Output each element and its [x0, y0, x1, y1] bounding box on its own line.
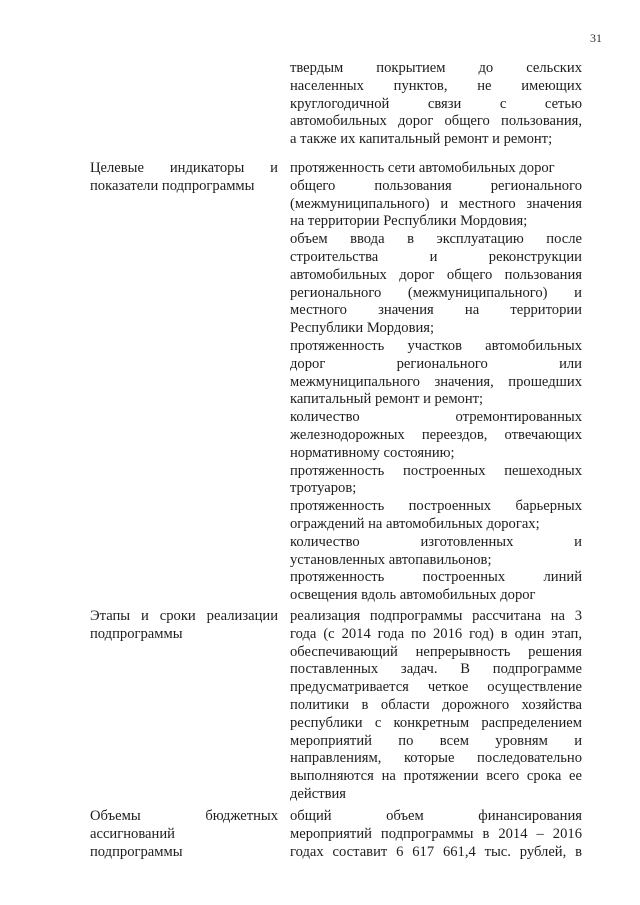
row-label-stages [90, 608, 278, 644]
text-line: автомобильных дорог общего пользования, [290, 113, 582, 130]
text-line: поставленных задач. В подпрограмме [290, 661, 582, 678]
page-number: 31 [590, 31, 602, 45]
text-line: освещения вдоль автомобильных дорог [290, 587, 536, 604]
text-line: количество изготовленных и [290, 533, 582, 550]
text-line: круглогодичной связи с сетью [290, 95, 582, 112]
text-line: (межмуниципального) и местного значения [290, 195, 582, 212]
row-label-budget [90, 808, 278, 861]
text-line: протяженность построенных пешеходных [290, 462, 582, 479]
text-line: на территории Республики Мордовия; [290, 213, 528, 230]
text-line: объем ввода в эксплуатацию после [290, 231, 582, 248]
text-line: населенных пунктов, не имеющих [290, 77, 582, 94]
text-line: автомобильных дорог общего пользования [290, 266, 582, 283]
text-line: обеспечивающий непрерывность решения [290, 643, 582, 660]
text-line: а также их капитальный ремонт и ремонт; [290, 131, 553, 148]
text-line: местного значения на территории [290, 302, 582, 319]
text-line: годах составит 6 617 661,4 тыс. рублей, в [290, 843, 582, 860]
text-line: политики в области дорожного хозяйства [290, 696, 582, 713]
text-line: протяженность сети автомобильных дорог [290, 160, 555, 176]
text-line: выполняются на протяжении всего срока ее [290, 768, 582, 785]
row-text-stages [290, 608, 582, 804]
text-line: протяженность построенных барьерных [290, 498, 582, 515]
row-text-budget [290, 808, 582, 861]
text-line: установленных автопавильонов; [290, 551, 492, 568]
text-line: общего пользования регионального [290, 177, 582, 194]
text-line: протяженность построенных линий [290, 569, 582, 586]
text-line: мероприятий по всем уровням и [290, 732, 582, 749]
text-line: действия [290, 785, 346, 802]
text-line: республики с конкретным распределением [290, 714, 582, 731]
row-text-indicators [290, 160, 582, 605]
text-line: направлениям, которые последовательно [290, 750, 582, 767]
text-line: количество отремонтированных [290, 409, 582, 426]
text-line: межмуниципального значения, прошедших [290, 373, 582, 390]
text-line: твердым покрытием до сельских [290, 60, 582, 76]
text-line: нормативному состоянию; [290, 444, 455, 461]
text-line: мероприятий подпрограммы в 2014 – 2016 [290, 825, 582, 842]
label-line: подпрограммы [90, 843, 183, 860]
text-line: реализация подпрограммы рассчитана на 3 [290, 608, 582, 624]
row-label-indicators [90, 160, 278, 196]
text-line: железнодорожных переездов, отвечающих [290, 426, 582, 443]
label-line: Этапы и сроки реализации [90, 608, 278, 624]
text-line: дорог регионального или [290, 355, 582, 372]
text-line: строительства и реконструкции [290, 248, 582, 265]
text-line: общий объем финансирования [290, 808, 582, 824]
text-line: регионального (межмуниципального) и [290, 284, 582, 301]
label-line: Целевые индикаторы и [90, 160, 278, 176]
text-line: ограждений на автомобильных дорогах; [290, 515, 540, 532]
text-line: протяженность участков автомобильных [290, 337, 582, 354]
text-line: тротуаров; [290, 480, 357, 497]
label-line: показатели подпрограммы [90, 177, 255, 194]
intro-text [290, 60, 582, 149]
text-line: года (с 2014 года по 2016 год) в один этап, [290, 625, 582, 642]
text-line: предусматривается четкое осуществление [290, 679, 582, 696]
text-line: капитальный ремонт и ремонт; [290, 391, 484, 408]
label-line: ассигнований [90, 825, 175, 842]
text-line: Республики Мордовия; [290, 320, 435, 337]
label-line: подпрограммы [90, 625, 183, 642]
label-line: Объемы бюджетных [90, 808, 278, 824]
